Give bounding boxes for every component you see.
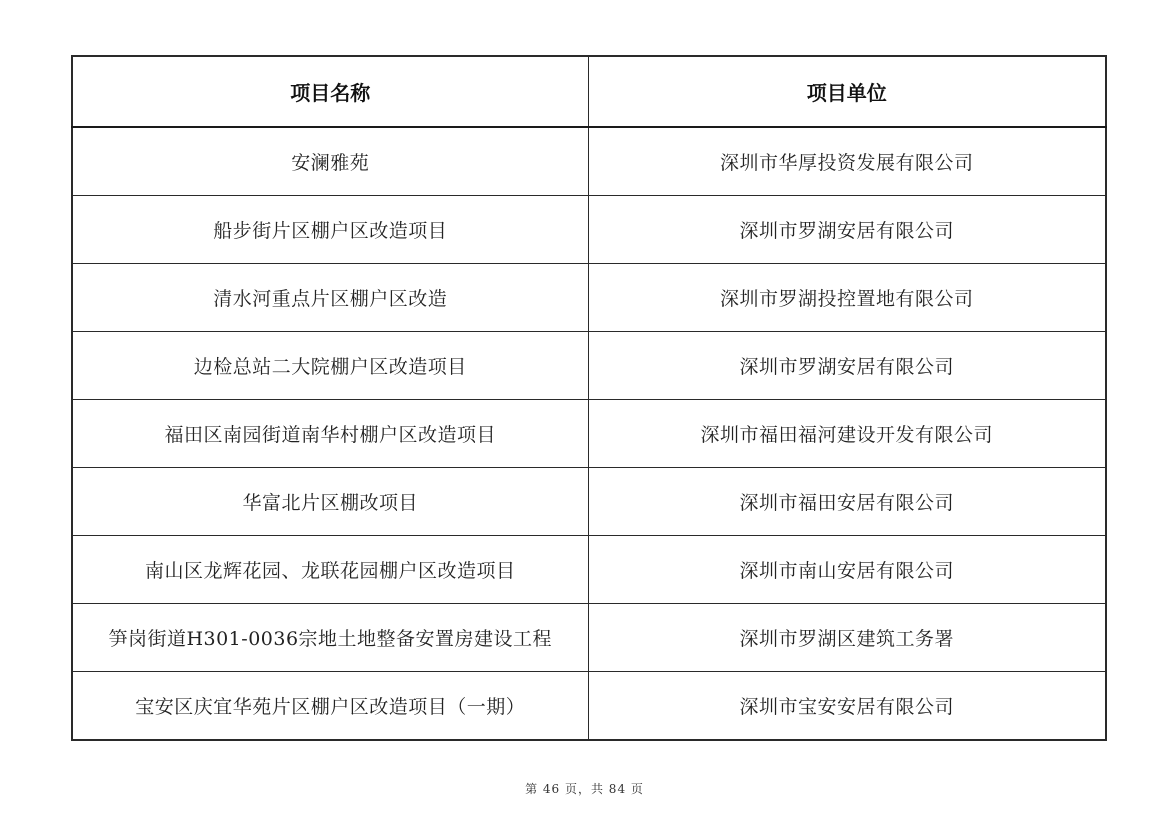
cell-project-unit: 深圳市福田安居有限公司	[588, 468, 1106, 536]
cell-project-name: 船步街片区棚户区改造项目	[72, 196, 588, 264]
cell-project-name: 边检总站二大院棚户区改造项目	[72, 332, 588, 400]
cell-project-unit: 深圳市罗湖区建筑工务署	[588, 604, 1106, 672]
cell-project-name: 福田区南园街道南华村棚户区改造项目	[72, 400, 588, 468]
table-row	[72, 332, 1106, 400]
project-table	[71, 55, 1107, 741]
table-row	[72, 468, 1106, 536]
cell-project-unit: 深圳市南山安居有限公司	[588, 536, 1106, 604]
table-row	[72, 536, 1106, 604]
table-row	[72, 196, 1106, 264]
cell-project-unit: 深圳市宝安安居有限公司	[588, 672, 1106, 741]
cell-project-name: 宝安区庆宜华苑片区棚户区改造项目（一期）	[72, 672, 588, 741]
table-row	[72, 400, 1106, 468]
cell-project-name: 华富北片区棚改项目	[72, 468, 588, 536]
table-row	[72, 127, 1106, 196]
cell-project-name: 南山区龙辉花园、龙联花园棚户区改造项目	[72, 536, 588, 604]
header-project-unit: 项目单位	[588, 56, 1106, 127]
table-row	[72, 604, 1106, 672]
cell-project-unit: 深圳市罗湖安居有限公司	[588, 332, 1106, 400]
table-row	[72, 672, 1106, 741]
header-project-name: 项目名称	[72, 56, 588, 127]
cell-project-unit: 深圳市罗湖投控置地有限公司	[588, 264, 1106, 332]
cell-project-unit: 深圳市罗湖安居有限公司	[588, 196, 1106, 264]
page-number-footer: 第 46 页，共 84 页	[525, 782, 644, 796]
cell-project-unit: 深圳市华厚投资发展有限公司	[588, 127, 1106, 196]
table-row	[72, 264, 1106, 332]
cell-project-name: 笋岗街道H301-0036宗地土地整备安置房建设工程	[72, 604, 588, 672]
cell-project-unit: 深圳市福田福河建设开发有限公司	[588, 400, 1106, 468]
cell-project-name: 清水河重点片区棚户区改造	[72, 264, 588, 332]
table-header-row	[72, 56, 1106, 127]
cell-project-name: 安澜雅苑	[72, 127, 588, 196]
